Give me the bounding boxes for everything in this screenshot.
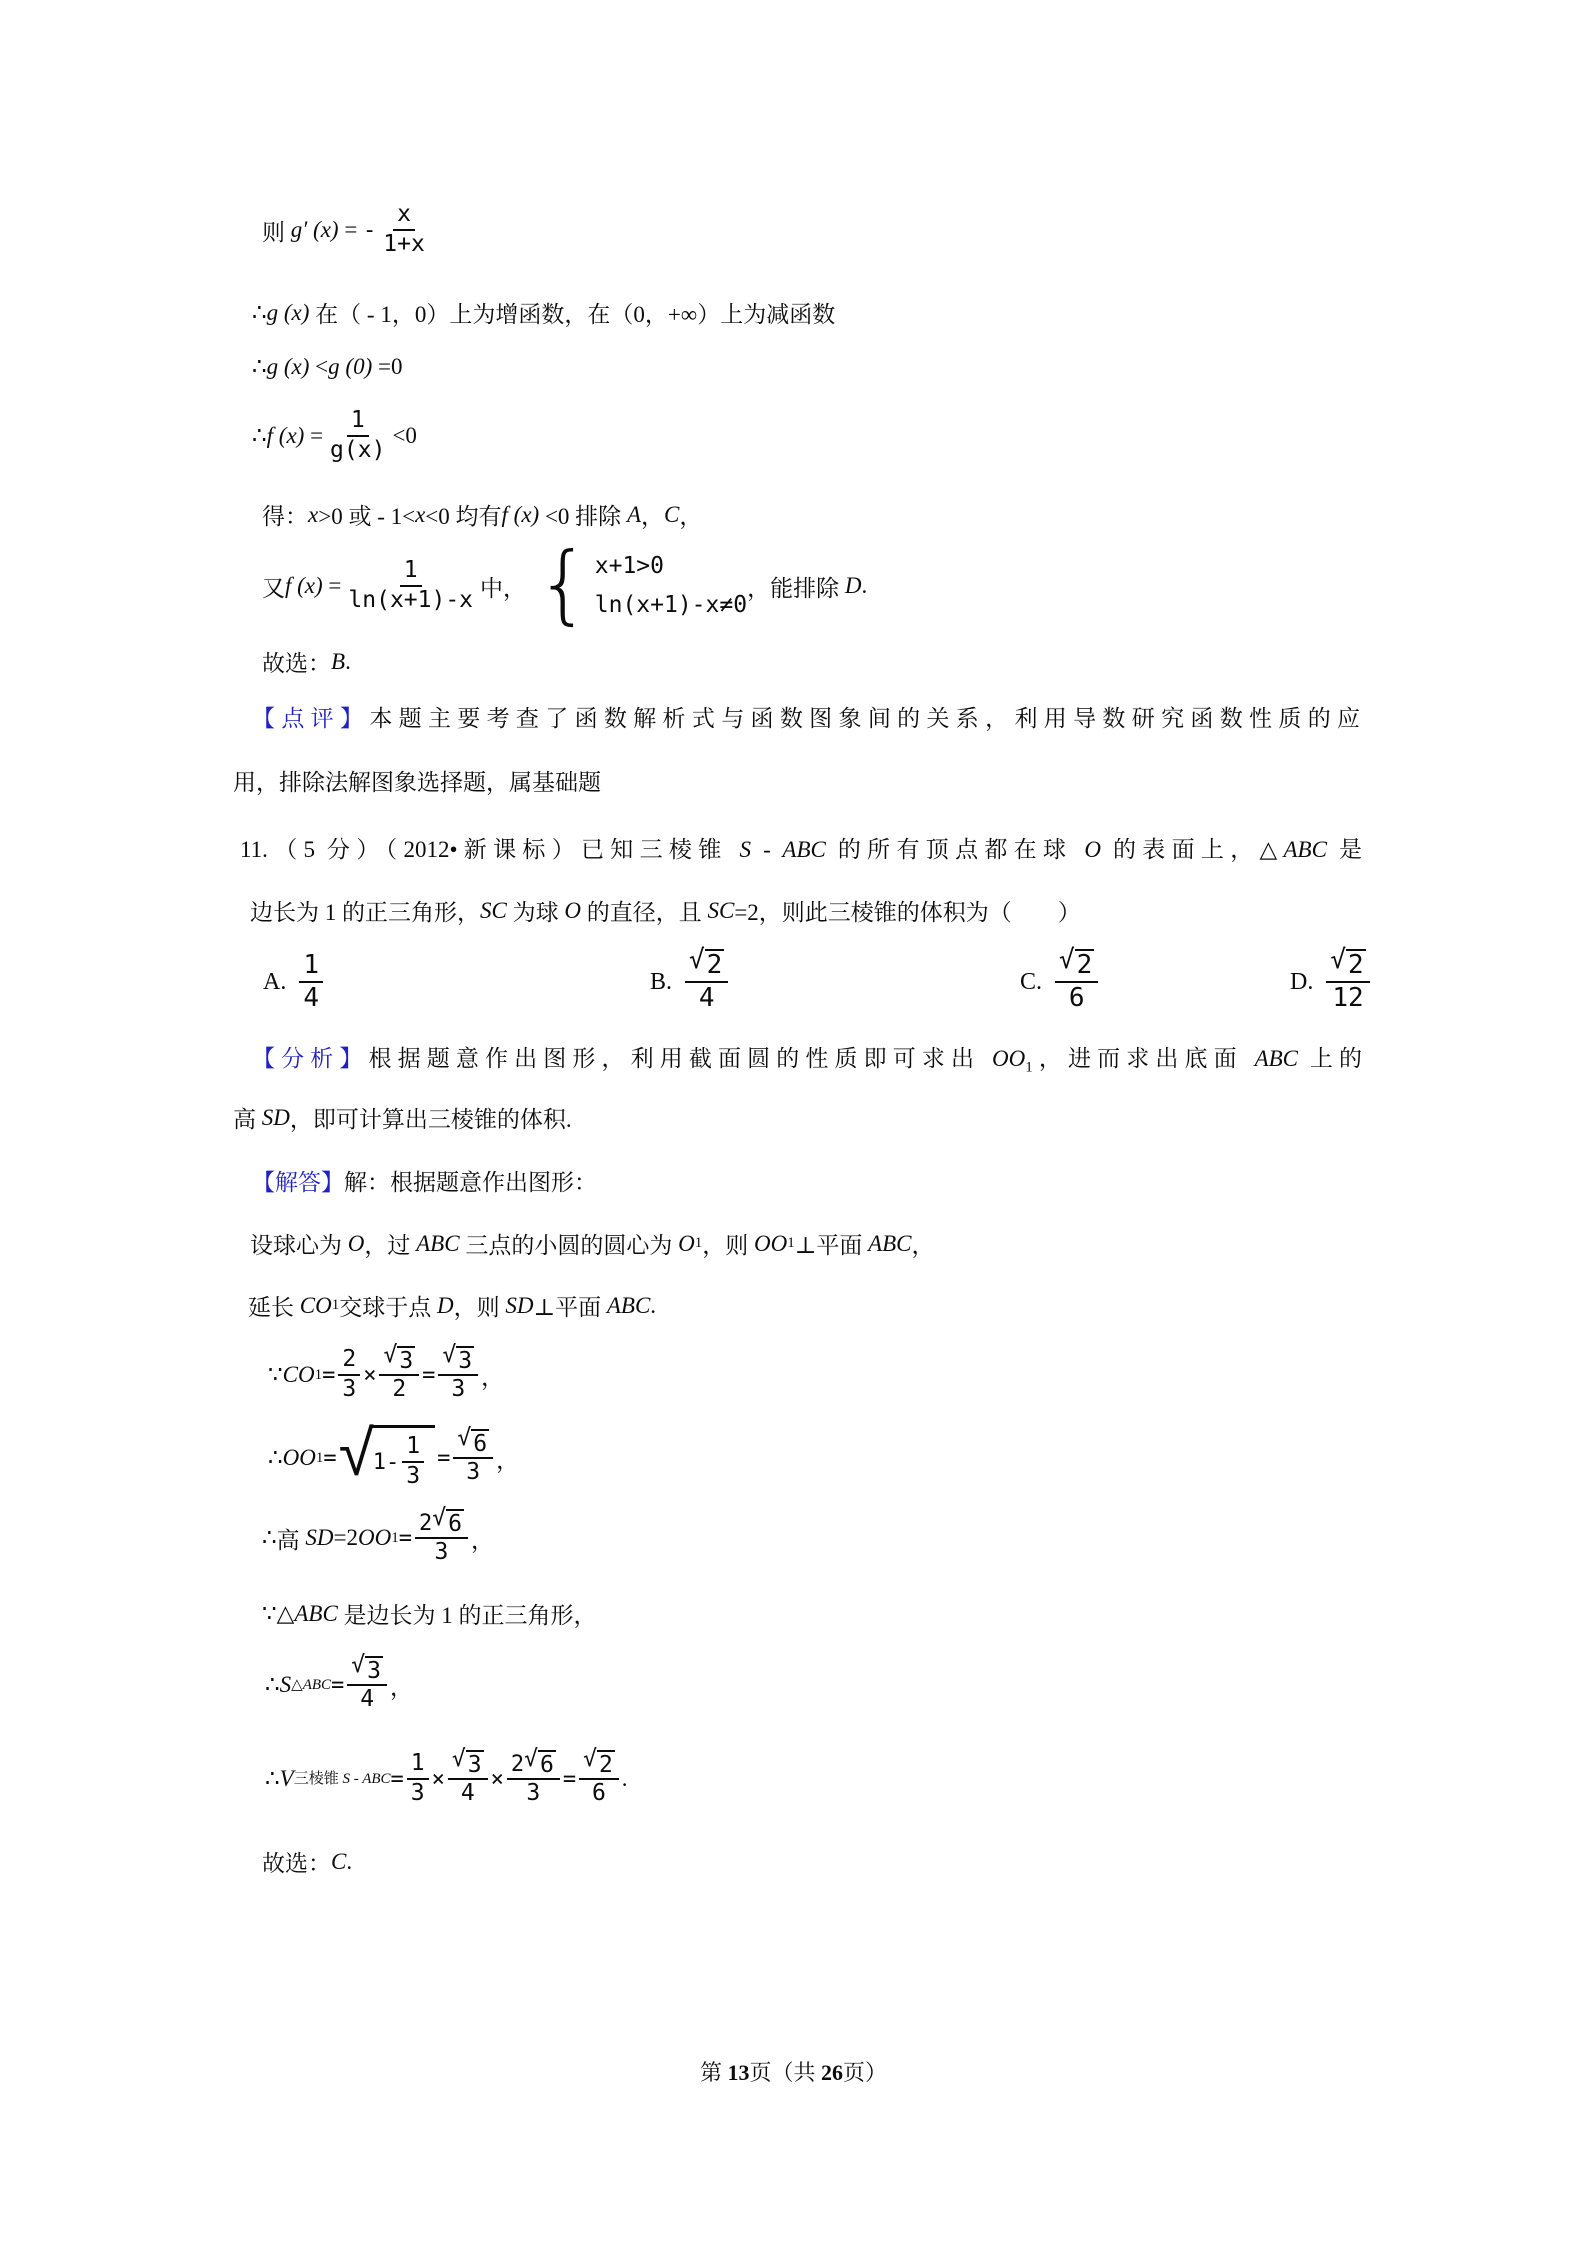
fraction <box>379 201 429 258</box>
fraction-denominator: 6 <box>1068 983 1085 1014</box>
fraction <box>326 407 389 464</box>
text-run: . <box>861 573 868 598</box>
radicand: 3 <box>467 1751 482 1778</box>
text-run: 得： <box>262 504 308 529</box>
math-variable: g′ (x) <box>290 217 339 242</box>
formula-oo1 <box>268 1418 519 1498</box>
case-row: ln(x+1)-x≠0 <box>594 592 748 618</box>
fraction-denominator: 4 <box>698 983 715 1014</box>
radicand: 3 <box>367 1657 381 1684</box>
text-run: ， <box>481 1364 505 1390</box>
question-stem-line1 <box>240 831 1362 864</box>
square-root <box>1330 945 1365 981</box>
radicand: 3 <box>399 1347 414 1374</box>
radical-sign: √ <box>1059 945 1075 976</box>
text-run: . <box>346 1848 353 1874</box>
review-paragraph-line2 <box>233 764 601 797</box>
therefore-symbol: ∴ <box>268 1445 283 1470</box>
subscript: 1 <box>1025 1059 1033 1076</box>
square-root <box>451 1745 484 1778</box>
radical-sign: √ <box>338 1417 374 1492</box>
math-variable: SD <box>505 1292 534 1318</box>
equals-sign: = <box>331 1672 345 1698</box>
fraction <box>1326 945 1369 1014</box>
math-variable: B <box>331 648 346 674</box>
text-run: 高 <box>276 1527 306 1553</box>
radical-sign: √ <box>583 1745 597 1772</box>
case-row: x+1>0 <box>594 553 664 579</box>
fraction <box>338 1346 360 1403</box>
fraction-denominator: 4 <box>460 1780 475 1807</box>
radicand: 3 <box>458 1347 473 1374</box>
option-label: B. <box>650 968 673 995</box>
line-g-less <box>252 354 402 380</box>
math-variable: OO <box>358 1525 392 1550</box>
radical-sign: √ <box>1330 945 1346 976</box>
text-run: △ <box>276 1600 295 1626</box>
text-run: 边长为 1 的正三角形， <box>250 900 480 925</box>
math-variable: ABC <box>1283 837 1327 862</box>
fraction-denominator: 3 <box>410 1780 425 1806</box>
subscript-variable: S - ABC <box>342 1770 391 1787</box>
text-run: ， <box>679 504 703 529</box>
math-variable: D <box>436 1292 454 1318</box>
math-variable: A <box>626 501 641 527</box>
fraction-denominator: 4 <box>360 1686 375 1713</box>
footer-text: 页） <box>843 2060 888 2085</box>
text-run: = <box>322 573 342 598</box>
equals-sign: = <box>390 1766 404 1792</box>
text-run: ⊥平面 <box>794 1233 869 1258</box>
fraction-denominator: 3 <box>406 1463 421 1489</box>
fraction <box>299 950 323 1014</box>
fraction <box>347 1651 387 1714</box>
text-run: ， <box>641 504 664 529</box>
fraction <box>438 1341 478 1404</box>
subscript: 1 <box>787 1235 795 1251</box>
coefficient: 2 <box>418 1511 433 1537</box>
subscript: 1 <box>331 1297 340 1313</box>
fraction-denominator: g(x) <box>330 437 386 463</box>
text-run: 为球 <box>506 900 565 925</box>
subscript-variable: ABC <box>302 1676 332 1693</box>
radicand: 2 <box>1348 950 1364 981</box>
radical-sign: √ <box>383 1341 398 1368</box>
fraction-denominator: ln(x+1)-x <box>348 587 474 613</box>
line-answer-b <box>262 645 351 678</box>
text-run: ，过 <box>364 1233 417 1258</box>
text-run: 是 <box>1326 837 1362 862</box>
radicand: 2 <box>1076 950 1093 981</box>
text-run: 中， <box>480 575 527 601</box>
square-root <box>383 1341 415 1374</box>
fraction-numerator <box>685 945 728 983</box>
fraction-numerator: 2 <box>338 1346 360 1376</box>
fraction <box>453 1424 493 1487</box>
fraction-denominator: 3 <box>451 1376 466 1403</box>
radicand: 6 <box>473 1430 488 1457</box>
equals-sign: =2 <box>333 1525 358 1550</box>
square-root <box>689 945 724 981</box>
square-root <box>442 1341 474 1374</box>
fraction-numerator <box>347 1651 387 1686</box>
text-run: ⊥平面 <box>533 1295 607 1320</box>
text-run: < <box>309 354 329 379</box>
equals-sign: = <box>322 1362 336 1388</box>
fraction-denominator: 3 <box>466 1459 481 1486</box>
text-run: 在（ - 1，0）上为增函数，在（0，+∞）上为减函数 <box>315 302 836 327</box>
equals-sign: = <box>398 1525 412 1551</box>
math-variable: f (x) <box>501 501 540 527</box>
math-variable: OO <box>282 1445 316 1470</box>
fraction <box>415 1504 468 1567</box>
fraction-numerator <box>438 1341 478 1376</box>
radicand: 2 <box>598 1751 613 1778</box>
text-run: （5 分）（2012•新课标）已知三棱锥 <box>267 837 740 862</box>
text-run: 解：根据题意作出图形： <box>344 1170 597 1195</box>
equals-sign: = <box>323 1445 337 1471</box>
brace-symbol: { <box>536 533 591 634</box>
fraction-denominator: 3 <box>342 1376 357 1402</box>
radical-sign: √ <box>442 1341 457 1368</box>
fraction-numerator <box>453 1424 493 1459</box>
fraction-denominator: 3 <box>526 1780 541 1807</box>
fraction-numerator: 1 <box>347 407 369 437</box>
text-run: . <box>650 1292 657 1318</box>
section-tag-analysis: 【分析】 <box>252 1046 369 1071</box>
option-label: D. <box>1290 968 1314 995</box>
fraction <box>579 1745 619 1808</box>
math-variable: O <box>564 897 581 923</box>
text-run: 的表面上，△ <box>1100 837 1284 862</box>
radical-sign: √ <box>457 1424 472 1451</box>
subscript: 1 <box>694 1235 703 1251</box>
section-tag-solution: 【解答】 <box>252 1170 344 1195</box>
math-variable: O <box>1084 837 1101 862</box>
formula-co1 <box>268 1336 504 1414</box>
equals-sign: = <box>422 1362 436 1388</box>
analysis-paragraph-line2 <box>233 1101 572 1134</box>
fraction-numerator <box>448 1745 488 1780</box>
fraction-denominator: 1+x <box>383 231 425 257</box>
section-tag-review: 【点评】 <box>252 706 370 731</box>
math-variable: f (x) <box>285 573 323 598</box>
formula-area <box>265 1646 413 1724</box>
line-f-fraction <box>252 398 417 474</box>
option-label: A. <box>263 968 287 995</box>
fraction-denominator: 6 <box>592 1780 606 1807</box>
text-run: ， <box>911 1233 935 1258</box>
math-variable: S <box>279 1672 292 1697</box>
text-run: 用，排除法解图象选择题，属基础题 <box>233 770 601 795</box>
therefore-symbol: ∴ <box>265 1766 280 1791</box>
subscript: 1 <box>314 1366 323 1383</box>
fraction-numerator <box>1326 945 1369 983</box>
math-variable: g (0) <box>328 354 373 379</box>
option-a <box>263 941 326 1023</box>
text-run: 则 <box>262 219 291 245</box>
text-run: 高 <box>233 1107 262 1132</box>
text-run: . <box>345 648 351 674</box>
solution-line-extend <box>248 1289 656 1322</box>
radical-sign: √ <box>451 1745 466 1772</box>
subscript <box>291 1678 331 1693</box>
math-variable: OO <box>991 1046 1026 1071</box>
radical-sign: √ <box>524 1745 538 1772</box>
math-variable: g (x) <box>266 299 316 325</box>
footer-page-number: 13 <box>727 2060 750 2085</box>
fraction <box>685 945 728 1014</box>
fraction-numerator <box>379 1341 419 1376</box>
radicand <box>371 1425 435 1490</box>
text-run: ，能排除 <box>747 575 845 601</box>
text-run: . <box>621 1766 628 1791</box>
equals-sign: = <box>562 1766 577 1792</box>
math-variable: SC <box>707 897 735 923</box>
subscript-triangle: △ <box>291 1676 303 1693</box>
radicand: 2 <box>706 950 723 981</box>
square-root <box>457 1424 489 1457</box>
line-triangle <box>262 1597 597 1630</box>
text-run: 上的 <box>1298 1046 1363 1071</box>
footer-total-pages: 26 <box>821 2060 843 2085</box>
text-run: ，即可计算出三棱锥的体积. <box>289 1107 572 1132</box>
square-root <box>1059 945 1094 981</box>
fraction-denominator: 2 <box>392 1376 407 1403</box>
text-run: 1 <box>372 1449 386 1475</box>
math-variable: O <box>347 1230 365 1256</box>
text-run: <0 <box>392 423 417 448</box>
fraction <box>379 1341 419 1404</box>
footer-text: 第 <box>699 2060 728 2085</box>
therefore-symbol: ∴ <box>262 1525 277 1550</box>
solution-line-setup <box>250 1227 935 1260</box>
subscript <box>294 1772 391 1787</box>
text-run: =2，则此三棱锥的体积为（ ） <box>734 900 1081 925</box>
math-variable: ABC <box>416 1230 460 1256</box>
math-variable: x <box>415 501 426 527</box>
radical-sign: √ <box>432 1504 447 1531</box>
formula-volume <box>265 1738 628 1820</box>
fraction-numerator: 1 <box>402 1433 424 1463</box>
square-root <box>351 1651 383 1684</box>
option-c <box>1020 941 1101 1023</box>
text-run: 设球心为 <box>250 1233 348 1258</box>
solution-head <box>252 1164 597 1197</box>
minus-sign: - <box>386 1449 400 1475</box>
fraction <box>407 1750 429 1807</box>
text-run: ，则 <box>702 1233 754 1258</box>
square-root <box>432 1504 464 1537</box>
fraction-denominator: 12 <box>1332 983 1364 1014</box>
line-g-prime <box>262 190 432 270</box>
text-run: ，则 <box>453 1295 506 1320</box>
text-run: 三点的小圆的圆心为 <box>459 1233 679 1258</box>
fraction-numerator: 1 <box>400 557 422 587</box>
text-run: ， <box>390 1674 413 1700</box>
analysis-paragraph-line1 <box>252 1040 1362 1076</box>
text-run: 的直径，且 <box>580 900 708 925</box>
text-run: 交球于点 <box>339 1295 437 1320</box>
question-number: 11. <box>240 837 268 862</box>
math-variable: SD <box>261 1104 290 1130</box>
text-run: 又 <box>262 575 285 601</box>
text-run: = <box>338 217 364 242</box>
big-square-root <box>338 1417 435 1492</box>
fraction-numerator: 1 <box>299 950 323 983</box>
fraction-numerator <box>507 1745 560 1780</box>
fraction-denominator: 4 <box>303 983 319 1013</box>
subscript: 1 <box>315 1449 324 1466</box>
square-root <box>524 1745 556 1778</box>
text-run: 故选： <box>262 651 331 676</box>
text-run: 是边长为 1 的正三角形， <box>337 1603 597 1628</box>
fraction <box>448 1745 488 1808</box>
therefore-symbol: ∴ <box>252 423 267 448</box>
math-variable: CO <box>299 1292 332 1318</box>
math-variable: SC <box>480 897 507 923</box>
subscript: 1 <box>391 1529 399 1546</box>
math-variable: C <box>664 501 680 527</box>
fraction-denominator: 3 <box>434 1539 449 1566</box>
case-system <box>595 555 747 617</box>
fraction-numerator: 1 <box>407 1750 429 1780</box>
question-stem-line2 <box>250 894 1081 927</box>
subscript-text: 三棱锥 <box>293 1770 343 1787</box>
footer-text: 页（共 <box>749 2060 821 2085</box>
math-variable: ABC <box>868 1230 912 1256</box>
fraction <box>507 1745 560 1808</box>
text-run: 的所有顶点都在球 <box>825 837 1085 862</box>
because-symbol: ∵ <box>262 1600 277 1626</box>
option-d <box>1290 941 1373 1023</box>
fraction-numerator <box>579 1745 619 1780</box>
math-variable: ABC <box>606 1292 651 1318</box>
text-run: >0 或 - 1< <box>318 504 416 529</box>
math-variable: O <box>678 1230 695 1256</box>
option-b <box>650 941 731 1023</box>
option-label: C. <box>1020 968 1043 995</box>
therefore-symbol: ∴ <box>252 354 267 379</box>
math-variable: f (x) <box>266 423 305 448</box>
radical-sign: √ <box>351 1651 366 1678</box>
math-variable: SD <box>305 1525 334 1550</box>
math-variable: ABC <box>294 1600 338 1626</box>
radicand: 6 <box>448 1510 462 1537</box>
coefficient: 2 <box>510 1752 525 1778</box>
because-symbol: ∵ <box>268 1362 283 1387</box>
text-run: =0 <box>372 354 403 379</box>
text-run: 延长 <box>248 1295 300 1320</box>
equals-sign: = <box>437 1445 451 1471</box>
times-sign: × <box>490 1766 504 1792</box>
text-run: 本题主要考查了函数解析式与函数图象间的关系，利用导数研究函数性质的应 <box>369 706 1361 731</box>
fraction-numerator <box>1055 945 1098 983</box>
formula-sd <box>262 1498 494 1578</box>
text-run: <0 排除 <box>539 504 627 529</box>
math-variable: CO <box>282 1362 315 1387</box>
times-sign: × <box>431 1766 445 1792</box>
therefore-symbol: ∴ <box>265 1672 280 1697</box>
text-run: 故选： <box>262 1851 331 1876</box>
line-de <box>262 498 702 531</box>
page-footer <box>0 2056 1587 2087</box>
text-run: ， <box>470 1527 494 1553</box>
text-run: 根据题意作出图形，利用截面圆的性质即可求出 <box>368 1046 992 1071</box>
times-sign: × <box>363 1362 377 1388</box>
math-variable: V <box>279 1766 294 1791</box>
text-run: ， <box>496 1447 520 1473</box>
math-variable: x <box>308 501 319 527</box>
text-run: ，进而求出底面 <box>1032 1046 1255 1071</box>
line-monotonic <box>252 296 835 329</box>
radicand: 6 <box>539 1751 554 1778</box>
radical-sign: √ <box>689 945 705 976</box>
fraction <box>1055 945 1098 1014</box>
fraction-numerator: x <box>393 201 415 231</box>
fraction <box>402 1433 424 1490</box>
math-variable: OO <box>753 1230 788 1256</box>
math-variable: D <box>844 573 862 598</box>
line-answer-c <box>262 1845 352 1878</box>
fraction-numerator <box>415 1504 468 1539</box>
fraction <box>344 557 477 614</box>
math-variable: S - ABC <box>739 837 826 862</box>
text-run: <0 均有 <box>425 504 502 529</box>
square-root <box>583 1745 615 1778</box>
math-variable: C <box>331 1848 347 1874</box>
minus-sign: - <box>363 217 377 243</box>
review-paragraph-line1 <box>252 700 1360 733</box>
math-variable: ABC <box>1254 1046 1299 1071</box>
text-run: = <box>304 423 324 448</box>
line-you-cases <box>262 533 868 634</box>
math-variable: g (x) <box>266 354 310 379</box>
therefore-symbol: ∴ <box>252 299 267 325</box>
